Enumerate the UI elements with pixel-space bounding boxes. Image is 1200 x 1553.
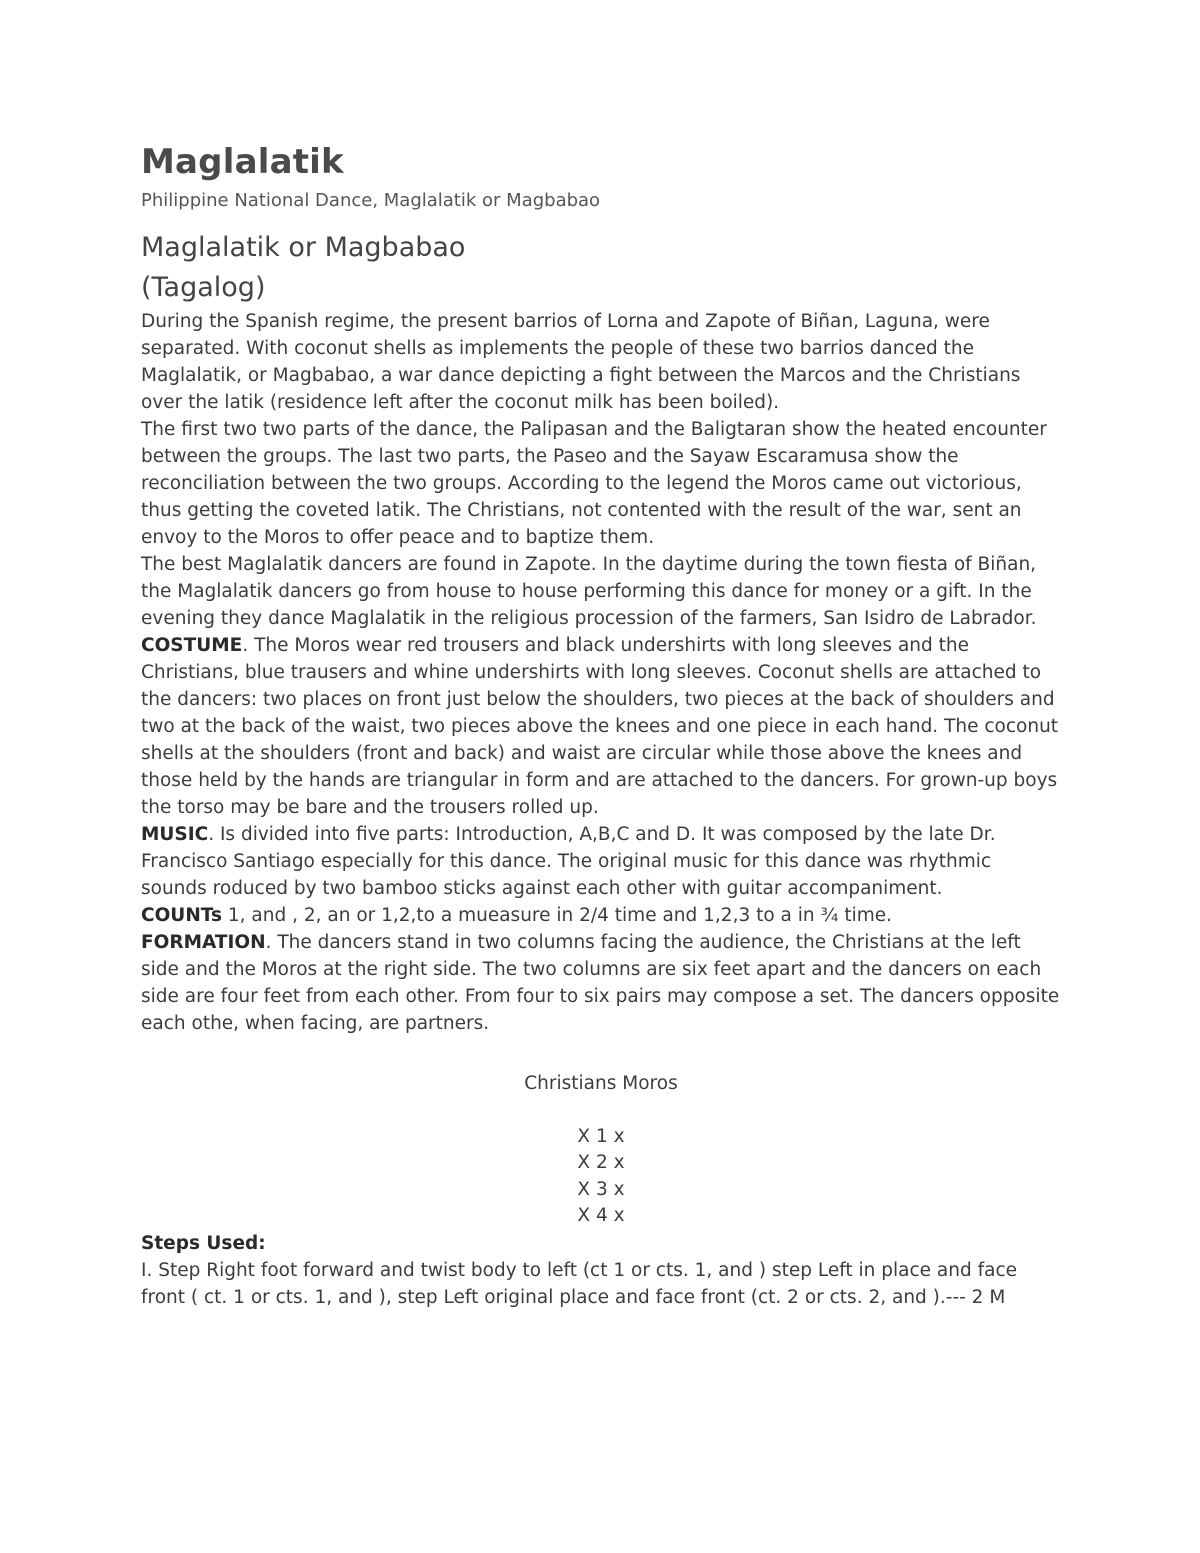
music-text: . Is divided into five parts: Introduction, A,B,C and D. It was composed by the late Dr. Francisco Santiago especially for this dance. The original music for this dance was rhythmic sounds roduced by two bamboo sticks against each other with guitar accompaniment. xyxy=(141,824,996,899)
formation-label: FORMATION xyxy=(141,932,266,953)
section-heading xyxy=(141,228,1061,308)
paragraph-parts: The first two two parts of the dance, the Palipasan and the Baligtaran show the heated encounter between the groups. The last two parts, the Paseo and the Sayaw Escaramusa show the reconciliation between the two groups. According to the legend the Moros came out victorious, thus getting the coveted latik. The Christians, not contented with the result of the war, sent an envoy to the Moros to offer peace and to baptize them. xyxy=(141,419,1047,548)
counts-text: 1, and , 2, an or 1,2,to a mueasure in 2/4 time and 1,2,3 to a in ¾ time. xyxy=(221,905,893,926)
document-subtitle: Philippine National Dance, Maglalatik or Magbabao xyxy=(141,190,601,211)
paragraph-formation xyxy=(141,929,1061,1037)
section-heading-line1: Maglalatik or Magbabao xyxy=(141,232,466,263)
formation-row: X 4 x xyxy=(577,1205,625,1226)
step-1: I. Step Right foot forward and twist body to left (ct 1 or cts. 1, and ) step Left in place and face front ( ct. 1 or cts. 1, and ), step Left original place and face front (ct. 2 or cts. 2, and ).--- 2 M xyxy=(141,1259,1018,1308)
formation-diagram-rows xyxy=(141,1124,1061,1230)
section-heading-line2: (Tagalog) xyxy=(141,272,266,303)
paragraph-counts xyxy=(141,902,1061,929)
paragraph-history: During the Spanish regime, the present barrios of Lorna and Zapote of Biñan, Laguna, were separated. With coconut shells as implements the people of these two barrios danced the Maglalatik, or Magbabao, a war dance depicting a fight between the Marcos and the Christians over the latik (residence left after the coconut milk has been boiled). xyxy=(141,311,1021,413)
paragraph-music xyxy=(141,821,1061,902)
paragraph-dancers: The best Maglalatik dancers are found in Zapote. In the daytime during the town fiesta of Biñan, the Maglalatik dancers go from house to house performing this dance for money or a gift. In the evening they dance Maglalatik in the religious procession of the farmers, San Isidro de Labrador. xyxy=(141,554,1037,629)
formation-diagram-header: Christians Moros xyxy=(524,1073,678,1094)
steps-title: Steps Used: xyxy=(141,1232,266,1254)
music-label: MUSIC xyxy=(141,824,209,845)
document-page xyxy=(141,138,1061,1311)
formation-row: X 2 x xyxy=(577,1152,625,1173)
formation-text: . The dancers stand in two columns facing the audience, the Christians at the left side and the Moros at the right side. The two columns are six feet apart and the dancers on each side are four feet from each other. From four to six pairs may compose a set. The dancers opposite each othe, when facing, are partners. xyxy=(141,932,1060,1034)
formation-row: X 1 x xyxy=(577,1125,625,1147)
document-title: Maglalatik xyxy=(141,142,344,182)
costume-label: COSTUME xyxy=(141,635,243,656)
formation-diagram xyxy=(141,1071,1061,1230)
costume-text: . The Moros wear red trousers and black undershirts with long sleeves and the Christians, blue trausers and whine undershirts with long sleeves. Coconut shells are attached to the dancers: two places on front just below the shoulders, two pieces at the back of shoulders and two at the back of the waist, two pieces above the knees and one piece in each hand. The coconut shells at the shoulders (front and back) and waist are circular while those above the knees and those held by the hands are triangular in form and are attached to the dancers. For grown-up boys the torso may be bare and the trousers rolled up. xyxy=(141,635,1059,818)
paragraph-costume xyxy=(141,632,1061,821)
formation-row: X 3 x xyxy=(577,1178,625,1200)
counts-label: COUNTs xyxy=(141,905,222,926)
